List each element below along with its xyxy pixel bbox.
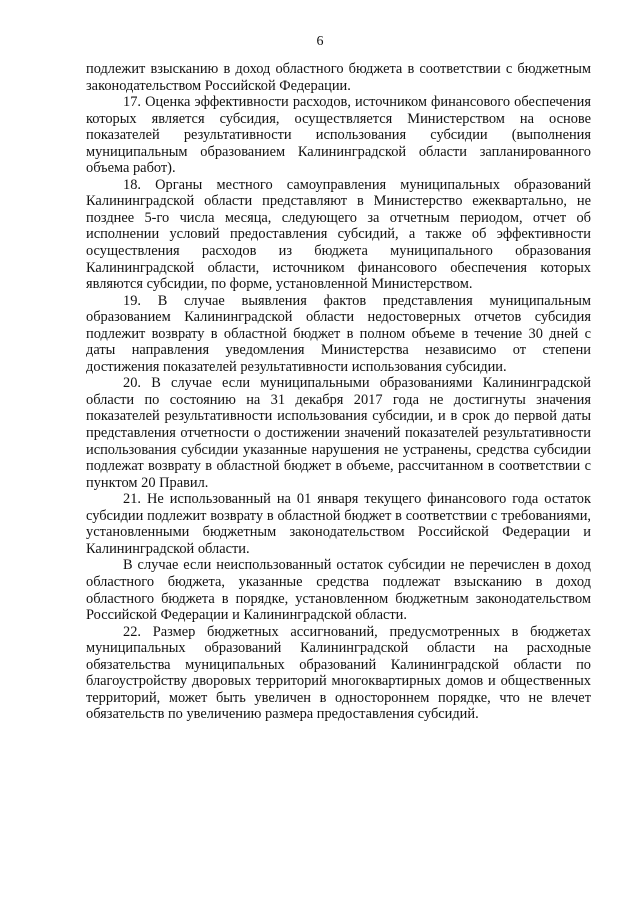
paragraph-19: 19. В случае выявления фактов представления муниципальным образованием Калининградской области недостоверных отчетов субсидия подлежит возврату в областной бюджет в полном объеме в течение 30 дней с даты направления уведомления Министерства независимо от степени достижения показателей результативности использования субсидии. xyxy=(86,292,591,375)
paragraph-continuation: подлежит взысканию в доход областного бюджета в соответствии с бюджетным законодательством Российской Федерации. xyxy=(86,61,591,94)
paragraph-18: 18. Органы местного самоуправления муниципальных образований Калининградской области представляют в Министерство ежеквартально, не позднее 5-го числа месяца, следующего за отчетным периодом, отчет об исполнении условий предоставления субсидий, а также об эффективности осуществления расходов из бюджета муниципального образования Калининградской области, источником финансового обеспечения которых являются субсидии, по форме, установленной Министерством. xyxy=(86,176,591,293)
paragraph-17: 17. Оценка эффективности расходов, источником финансового обеспечения которых является субсидия, осуществляется Министерством на основе показателей результативности использования субсидии (выполнения муниципальным образованием Калининградской области запланированного объема работ). xyxy=(86,94,591,177)
page-number: 6 xyxy=(316,34,324,49)
paragraph-21: 21. Не использованный на 01 января текущего финансового года остаток субсидии подлежит возврату в областной бюджет в соответствии с требованиями, установленными бюджетным законодательством Российской Федерации и Калининградской области. xyxy=(86,491,591,557)
paragraph-20: 20. В случае если муниципальными образованиями Калининградской области по состоянию на 31 декабря 2017 года не достигнуты значения показателей результативности использования субсидии, и в срок до первой даты представления отчетности о достижении значений показателей результативности использования субсидии указанные нарушения не устранены, средства субсидии подлежат возврату в областной бюджет в объеме, рассчитанном в соответствии с пунктом 20 Правил. xyxy=(86,375,591,491)
document-body xyxy=(86,61,591,723)
paragraph-22: 22. Размер бюджетных ассигнований, предусмотренных в бюджетах муниципальных образований Калининградской области на расходные обязательства муниципальных образований Калининградской области по благоустройству дворовых территорий многоквартирных домов и общественных территорий, может быть увеличен в одностороннем порядке, что не влечет обязательств по увеличению размера предоставления субсидий. xyxy=(86,623,591,723)
paragraph-21-note: В случае если неиспользованный остаток субсидии не перечислен в доход областного бюджета, указанные средства подлежат взысканию в доход областного бюджета в порядке, установленном бюджетным законодательством Российской Федерации и Калининградской области. xyxy=(86,557,591,624)
